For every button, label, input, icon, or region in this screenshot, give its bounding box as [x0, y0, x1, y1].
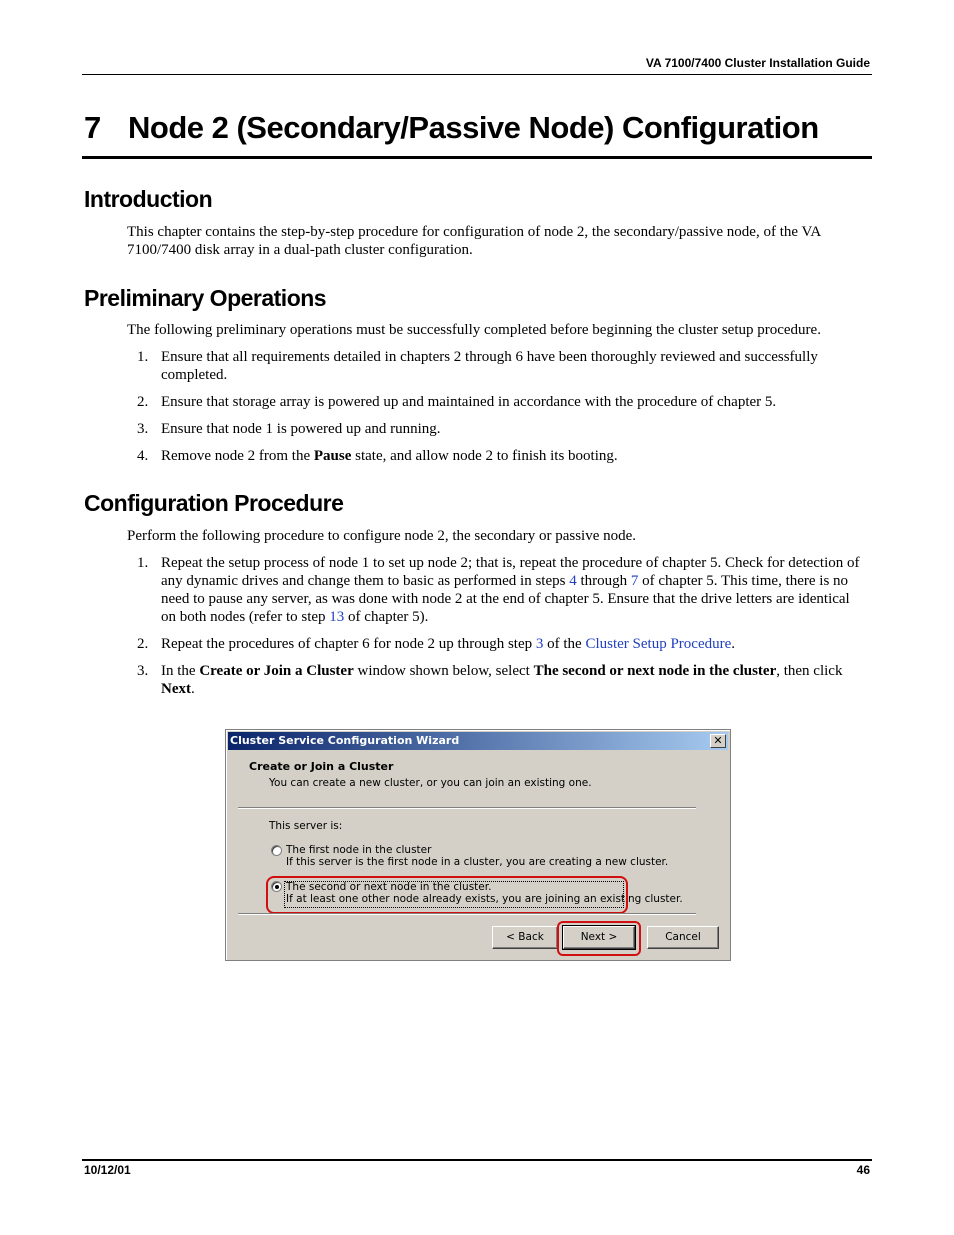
- text-run: In the: [161, 663, 200, 679]
- dialog-heading: Create or Join a Cluster: [249, 760, 394, 773]
- list-item: [127, 348, 867, 384]
- back-button[interactable]: < Back: [492, 926, 558, 949]
- option-first-node: [286, 844, 668, 868]
- chapter-title: [84, 110, 819, 146]
- introduction-body: This chapter contains the step-by-step procedure for configuration of node 2, the secondary/passive node, of the VA 7100/7400 disk array in a dual-path cluster configuration.: [127, 224, 821, 258]
- text-run: state, and allow node 2 to finish its booting.: [351, 448, 618, 464]
- wizard-dialog-screenshot: [225, 729, 731, 961]
- list-item: [127, 635, 867, 653]
- dialog-separator: [238, 913, 696, 915]
- text-run: of the: [543, 636, 586, 652]
- step-link[interactable]: 7: [630, 573, 639, 589]
- list-text: [161, 635, 867, 653]
- chapter-rule: [82, 156, 872, 159]
- text-run: window shown below, select: [353, 663, 534, 679]
- first-node-radio[interactable]: [271, 845, 282, 856]
- cluster-setup-link[interactable]: Cluster Setup Procedure: [585, 636, 732, 652]
- cancel-button[interactable]: Cancel: [647, 926, 719, 949]
- list-number: 2.: [137, 394, 149, 410]
- option-title: The first node in the cluster: [286, 844, 432, 856]
- text-run: .: [731, 636, 736, 652]
- configuration-intro: Perform the following procedure to configure node 2, the secondary or passive node.: [127, 528, 637, 544]
- list-text: Ensure that storage array is powered up and maintained in accordance with the procedure of chapter 5.: [161, 394, 777, 410]
- running-header: VA 7100/7400 Cluster Installation Guide: [645, 56, 870, 70]
- introduction-heading: Introduction: [84, 186, 213, 212]
- list-text: Ensure that all requirements detailed in chapters 2 through 6 have been thoroughly reviewed and successfully completed.: [161, 349, 818, 383]
- list-number: 2.: [137, 636, 149, 652]
- next-button[interactable]: Next >: [563, 926, 635, 949]
- list-item: [127, 393, 867, 411]
- list-text: Ensure that node 1 is powered up and running.: [161, 421, 441, 437]
- option-title: The second or next node in the cluster.: [286, 881, 492, 893]
- text-run: through: [576, 573, 631, 589]
- configuration-heading: Configuration Procedure: [84, 490, 344, 516]
- dialog-subheading: You can create a new cluster, or you can join an existing one.: [269, 777, 592, 789]
- pause-term: Pause: [313, 448, 352, 464]
- text-run: .: [191, 681, 195, 697]
- text-run: Repeat the procedures of chapter 6 for node 2 up through step: [161, 636, 536, 652]
- dialog-titlebar: [228, 732, 728, 750]
- text-run: Repeat the setup process of node 1 to set up node 2; that is, repeat the procedure of chapter 5. Check for detection of any dynamic drives and change them to basic as performed in steps: [161, 555, 860, 589]
- list-number: 1.: [137, 349, 149, 365]
- option-highlight-outline: [266, 876, 628, 914]
- page-number: 46: [856, 1163, 870, 1177]
- preliminary-intro: The following preliminary operations must be successfully completed before beginning the cluster setup procedure.: [127, 322, 821, 338]
- option-description: If at least one other node already exists, you are joining an existing cluster.: [286, 893, 683, 905]
- bold-term: Next: [161, 681, 191, 697]
- server-label: This server is:: [269, 820, 343, 832]
- list-number: 1.: [137, 555, 149, 571]
- text-run: of chapter 5. This time, there is no need to pause any server, as was done with node 2 at the end of chapter 5. Ensure that the drive letters are identical on both nodes (refer to step: [161, 573, 850, 625]
- list-number: 3.: [137, 663, 149, 679]
- bold-term: The second or next node in the cluster: [533, 663, 777, 679]
- list-number: 3.: [137, 421, 149, 437]
- dialog-title: Cluster Service Configuration Wizard: [230, 734, 460, 747]
- step-link[interactable]: 13: [329, 609, 345, 625]
- header-rule: [82, 74, 872, 75]
- chapter-number: 7: [84, 110, 101, 145]
- text-run: Remove node 2 from the: [161, 448, 314, 464]
- list-item: [127, 447, 867, 465]
- next-highlight-outline: [557, 921, 641, 956]
- option-description: If this server is the first node in a cluster, you are creating a new cluster.: [286, 856, 669, 868]
- footer-date: 10/12/01: [84, 1163, 131, 1177]
- step-link[interactable]: 3: [535, 636, 544, 652]
- list-item: [127, 420, 867, 438]
- list-text: [161, 662, 867, 698]
- step-link[interactable]: 4: [569, 573, 577, 589]
- list-text: [161, 554, 867, 626]
- list-text: [161, 447, 867, 465]
- list-item: [127, 662, 867, 698]
- text-run: of chapter 5).: [344, 609, 429, 625]
- list-item: [127, 554, 867, 626]
- bold-term: Create or Join a Cluster: [199, 663, 354, 679]
- list-number: 4.: [137, 448, 149, 464]
- chapter-title-text: Node 2 (Secondary/Passive Node) Configuration: [128, 110, 819, 145]
- close-icon[interactable]: ✕: [710, 734, 726, 748]
- dialog-separator: [238, 807, 696, 809]
- text-run: , then click: [776, 663, 843, 679]
- footer-rule: [82, 1159, 872, 1161]
- preliminary-heading: Preliminary Operations: [84, 285, 327, 311]
